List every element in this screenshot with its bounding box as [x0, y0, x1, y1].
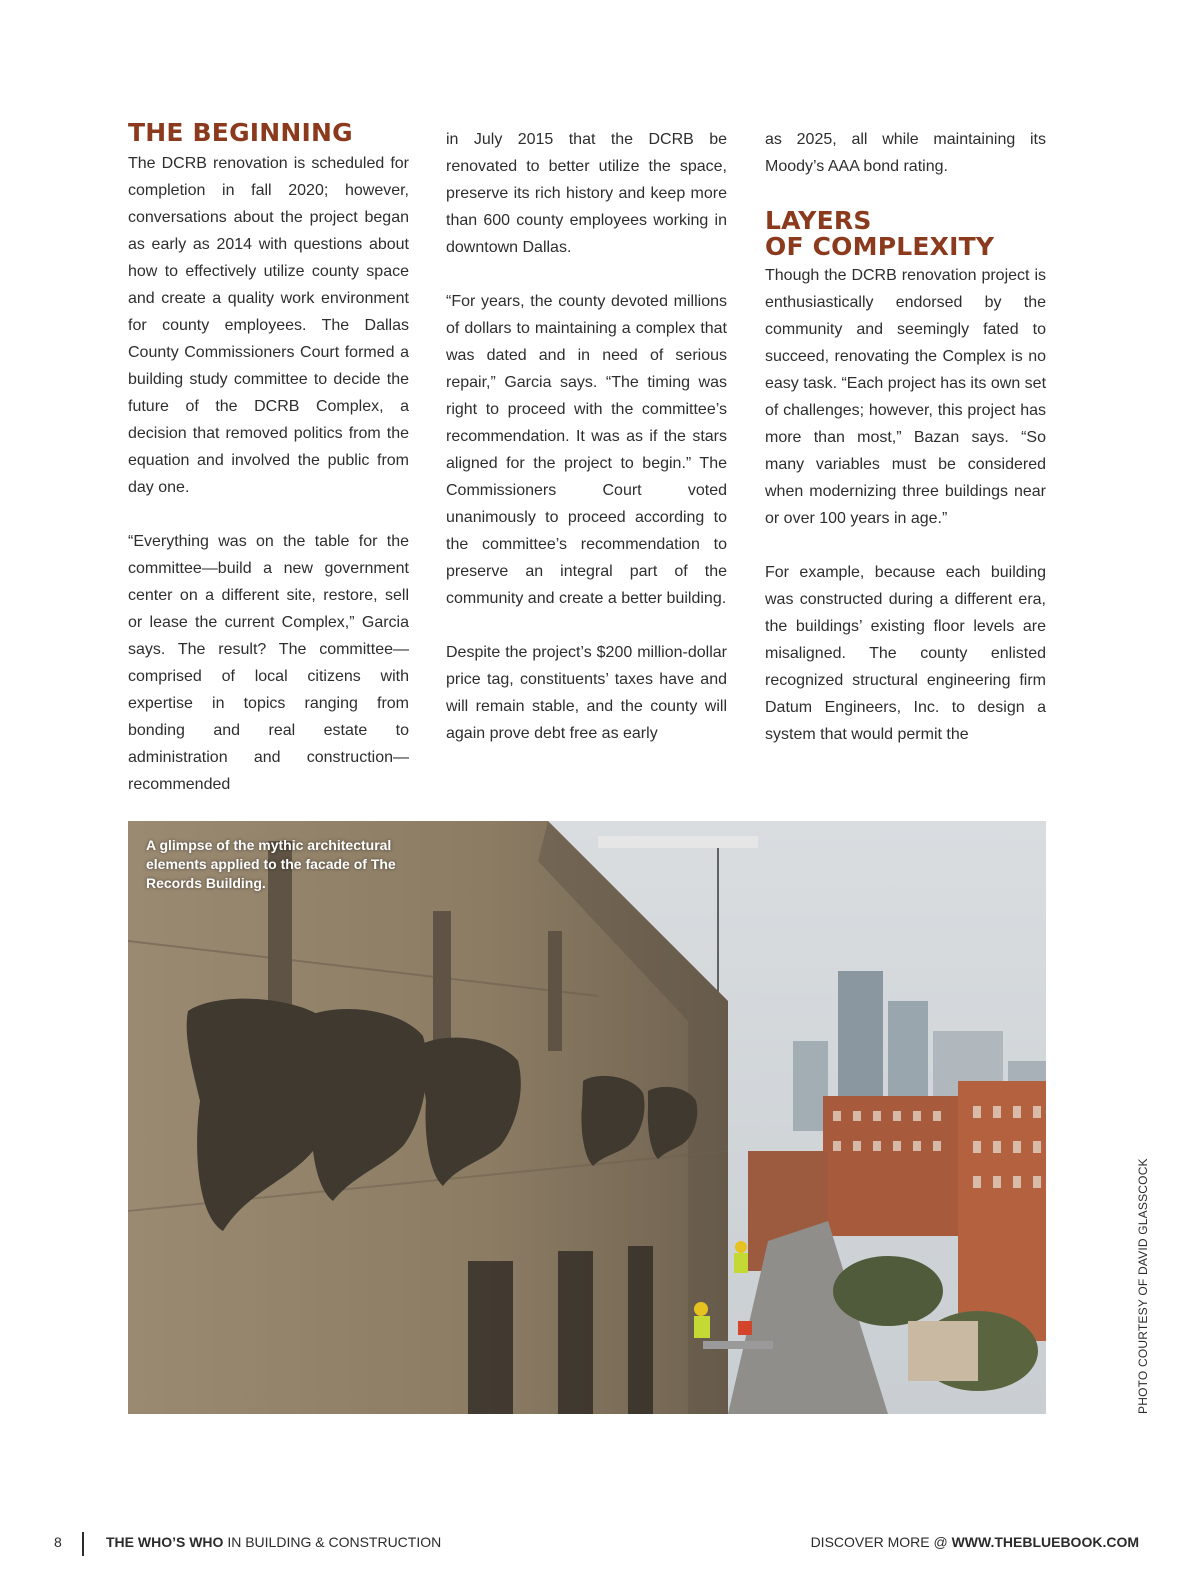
column-2	[446, 126, 727, 774]
section-heading-beginning: THE BEGINNING	[128, 118, 353, 147]
body-paragraph: The DCRB renovation is scheduled for completion in fall 2020; however, conversations about the project began as early as 2014 with questions about how to effectively utilize county space and create a quality work environment for county employees. The Dallas County Commissioners Court formed a building study committee to decide the future of the DCRB Complex, a decision that removed politics from the equation and involved the public from day one.	[128, 155, 409, 496]
body-paragraph: “For years, the county devoted millions of dollars to maintaining a complex that was dated and in need of serious repair,” Garcia says. “The timing was right to proceed with the committee’s recommendation. It was as if the stars aligned for the project to begin.” The Commissioners Court voted unanimously to proceed according to the committee’s recommendation to preserve an integral part of the community and create a better building.	[446, 293, 727, 607]
body-paragraph: Despite the project’s $200 million-dollar price tag, constituents’ taxes have and will remain stable, and the county will again prove debt free as early	[446, 644, 727, 742]
facade-photo	[128, 821, 1046, 1414]
facade-photo-illustration	[128, 821, 1046, 1414]
website-link[interactable]: WWW.THEBLUEBOOK.COM	[951, 1534, 1139, 1550]
heading-line: LAYERS	[765, 206, 872, 235]
discover-more	[811, 1534, 1139, 1550]
body-paragraph: as 2025, all while maintaining its Moody’s AAA bond rating.	[765, 131, 1046, 175]
footer-divider	[82, 1532, 84, 1556]
body-paragraph: in July 2015 that the DCRB be renovated to better utilize the space, preserve its rich history and keep more than 600 county employees working in downtown Dallas.	[446, 131, 727, 256]
body-paragraph: “Everything was on the table for the committee—build a new government center on a different site, restore, sell or lease the current Complex,” Garcia says. The result? The committee—comprised of local citizens with expertise in topics ranging from bonding and real estate to administration and construction—recommended	[128, 533, 409, 793]
body-paragraph: Though the DCRB renovation project is enthusiastically endorsed by the community and seemingly fated to succeed, renovating the Complex is no easy task. “Each project has its own set of challenges; however, this project has more than most,” Bazan says. “So many variables must be considered when modernizing three buildings near or over 100 years in age.”	[765, 267, 1047, 527]
page-number: 8	[54, 1534, 62, 1550]
section-heading-layers	[765, 208, 1046, 260]
discover-prefix: DISCOVER MORE @	[810, 1534, 952, 1550]
publication-title	[106, 1534, 441, 1550]
photo-caption: A glimpse of the mythic architectural elements applied to the facade of The Records Building.	[146, 837, 396, 891]
column-1	[128, 118, 409, 825]
column-3	[765, 126, 1046, 775]
body-paragraph: For example, because each building was constructed during a different era, the buildings’ existing floor levels are misaligned. The county enlisted recognized structural engineering firm Datum Engineers, Inc. to design a system that would permit the	[765, 564, 1046, 743]
heading-line: OF COMPLEXITY	[765, 232, 995, 261]
publication-title-rest: IN BUILDING & CONSTRUCTION	[223, 1534, 442, 1550]
publication-title-bold: THE WHO’S WHO	[106, 1534, 224, 1550]
photo-credit: PHOTO COURTESY OF DAVID GLASSCOCK	[1136, 1158, 1150, 1414]
